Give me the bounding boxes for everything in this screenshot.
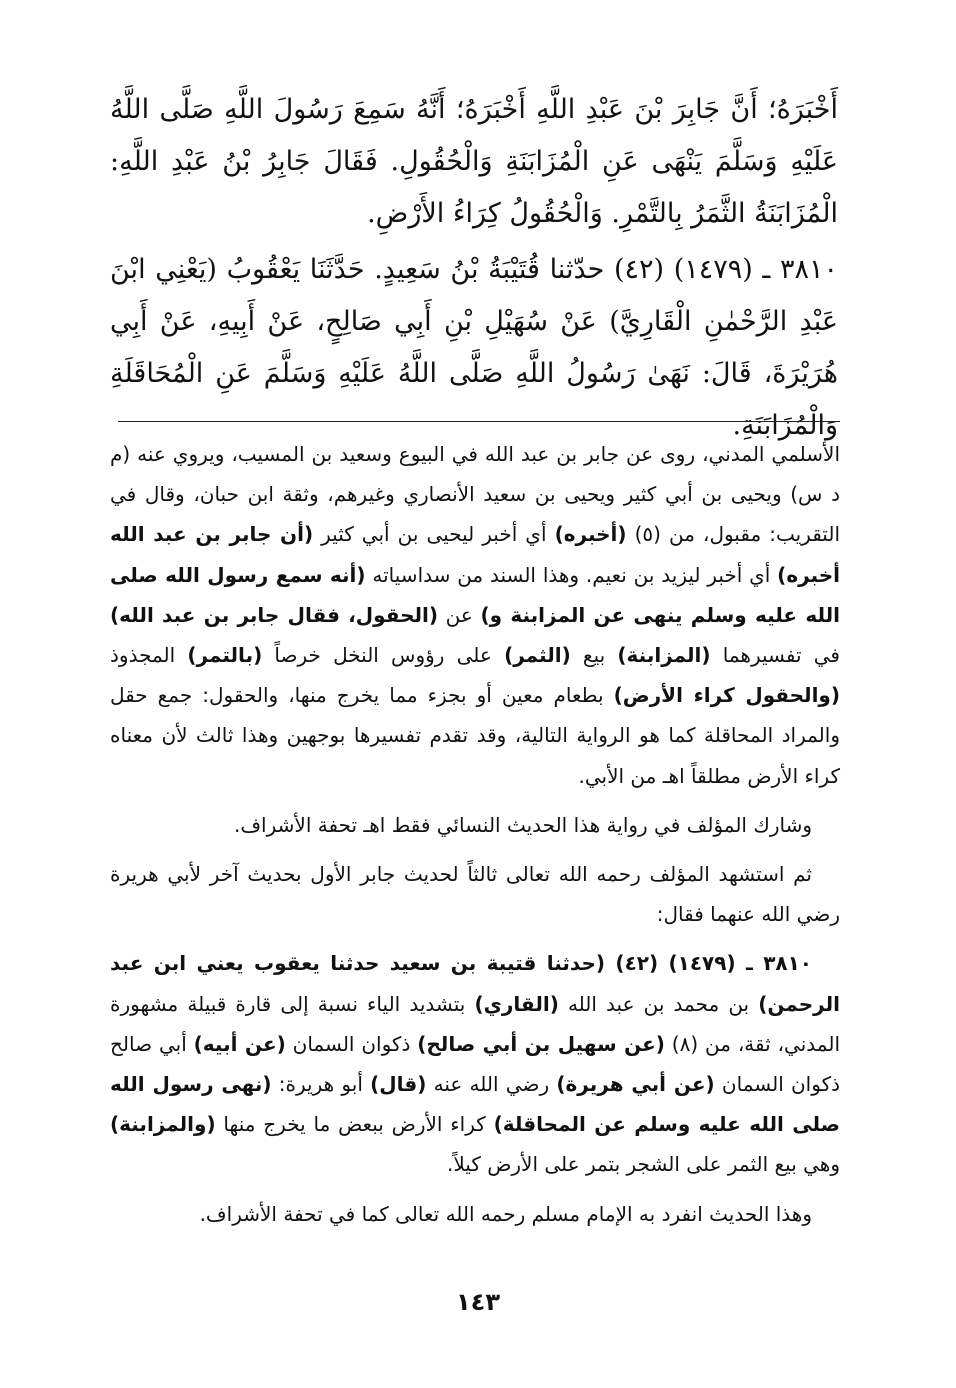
commentary-paragraph-narrator [110, 434, 840, 796]
commentary-paragraph-shared: وشارك المؤلف في رواية هذا الحديث النسائي فقط اهـ تحفة الأشراف. [233, 812, 812, 837]
commentary-paragraph-unique: وهذا الحديث انفرد به الإمام مسلم رحمه الله تعالى كما في تحفة الأشراف. [199, 1201, 812, 1226]
bold-run: (والحقول كراء الأرض) [613, 683, 840, 708]
commentary-paragraph-hadith-3810 [110, 943, 840, 1184]
text-run: رضي الله عنه [426, 1072, 557, 1097]
bold-run: (أن جابر بن عبد الله أخبره) [110, 522, 840, 587]
text-run: المجذوذ [110, 643, 188, 668]
text-run: كراء الأرض ببعض ما يخرج منها [215, 1112, 494, 1137]
bold-run: (أخبره) [554, 522, 627, 547]
commentary-block [110, 434, 840, 1234]
commentary-paragraph-witness: ثم استشهد المؤلف رحمه الله تعالى ثالثاً لحديث جابر الأول بحديث آخر لأبي هريرة رضي الله عنهما فقال: [110, 862, 840, 927]
bold-run: ٣٨١٠ ـ (١٤٧٩) (٤٢) (حدثنا قتيبة بن سعيد حدثنا يعقوب يعني ابن عبد الرحمن) [110, 951, 840, 1016]
text-run: بيع [570, 643, 618, 668]
bold-run: (الحقول، فقال جابر بن عبد الله) [110, 602, 439, 627]
text-run: ذكوان السمان [285, 1031, 418, 1056]
text-run: في تفسيرهما [710, 643, 840, 668]
bold-run: (والمزابنة) [110, 1112, 216, 1137]
bold-run: (نهى رسول الله صلى الله عليه وسلم عن المحاقلة) [110, 1072, 840, 1137]
bold-run: (عن أبيه) [193, 1031, 286, 1056]
bold-run: (القاري) [474, 991, 559, 1016]
bold-run: (قال) [370, 1072, 427, 1097]
page-number: ١٤٣ [456, 1288, 500, 1316]
text-run: عن [438, 602, 481, 627]
text-run: بطعام معين أو بجزء مما يخرج منها، والحقول: جمع حقل والمراد المحاقلة كما هو الرواية التالية، وقد تقدم تفسيرها بوجهين وهذا ثالث لأن معناه كراء الأرض مطلقاً اهـ من الأبي. [110, 683, 840, 788]
text-run: على رؤوس النخل خرصاً [262, 643, 505, 668]
bold-run: (عن سهيل بن أبي صالح) [417, 1031, 665, 1056]
bold-run: (عن أبي هريرة) [556, 1072, 715, 1097]
bold-run: (أنه سمع رسول الله صلى الله عليه وسلم ينهى عن المزابنة و) [110, 562, 840, 627]
text-run: أبو هريرة: [271, 1072, 371, 1097]
text-run: الأسلمي المدني، روى عن جابر بن عبد الله في البيوع وسعيد بن المسيب، ويروي عنه (م د س) ويحيى بن أبي كثير ويحيى بن سعيد الأنصاري وغيرهم، وثقة ابن حبان، وقال في التقريب: مقبول، من (٥) [110, 442, 840, 547]
text-run: بتشديد الياء نسبة إلى قارة قبيلة مشهورة المدني، ثقة، من (٨) [110, 991, 841, 1056]
text-run: بن محمد بن عبد الله [558, 991, 759, 1016]
bold-run: (بالتمر) [187, 643, 263, 668]
text-run: أي أخبر ليزيد بن نعيم. وهذا السند من سداسياته [365, 562, 778, 587]
text-run: وهي بيع الثمر على الشجر بتمر على الأرض كيلاً. [447, 1152, 840, 1177]
bold-run: (الثمر) [504, 643, 571, 668]
bold-run: (المزابنة) [617, 643, 711, 668]
footnote-divider [118, 421, 840, 422]
text-run: أي أخبر ليحيى بن أبي كثير [313, 522, 555, 547]
hadith-text-continuation: أَخْبَرَهُ؛ أَنَّ جَابِرَ بْنَ عَبْدِ اللَّهِ أَخْبَرَهُ؛ أَنَّهُ سَمِعَ رَسُولَ اللَّهِ صَلَّى اللَّهُ عَلَيْهِ وَسَلَّمَ يَنْهَى عَنِ الْمُزَابَنَةِ وَالْحُقُولِ. فَقَالَ جَابِرُ بْنُ عَبْدِ اللَّهِ: الْمُزَابَنَةُ الثَّمَرُ بِالتَّمْرِ. وَالْحُقُولُ كِرَاءُ الأَرْضِ. [110, 94, 838, 229]
text-run: أبي صالح ذكوان السمان [110, 1031, 840, 1097]
hadith-3810-text: ٣٨١٠ ـ (١٤٧٩) (٤٢) حدّثنا قُتَيْبَةُ بْنُ سَعِيدٍ. حَدَّثَنَا يَعْقُوبُ (يَعْنِي ابْنَ عَبْدِ الرَّحْمٰنِ الْقَارِيَّ) عَنْ سُهَيْلِ بْنِ أَبِي صَالِحٍ، عَنْ أَبِيهِ، عَنْ أَبِي هُرَيْرَةَ، قَالَ: نَهَىٰ رَسُولُ اللَّهِ صَلَّى اللَّهُ عَلَيْهِ وَسَلَّمَ عَنِ الْمُحَاقَلَةِ وَالْمُزَابَنَةِ. [110, 254, 838, 441]
